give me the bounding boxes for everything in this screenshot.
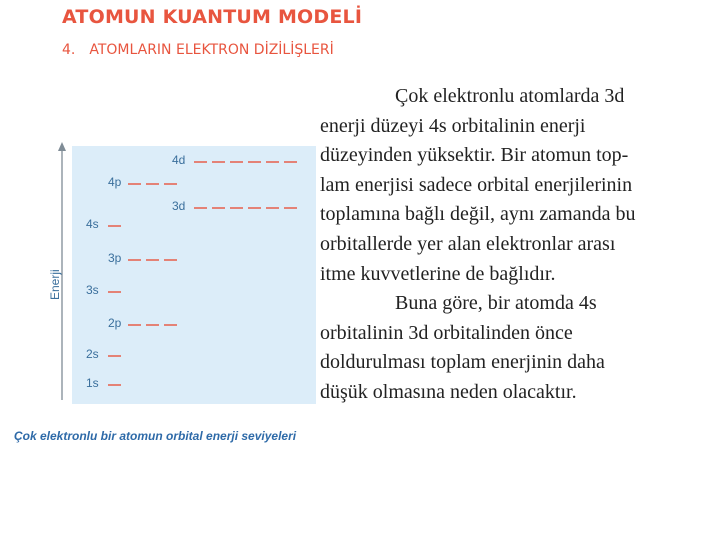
section-title: ATOMLARIN ELEKTRON DİZİLİŞLERİ (89, 42, 334, 58)
text-line: düzeyinden yüksektir. Bir atomun top- (320, 144, 629, 167)
explanation-text (320, 82, 712, 408)
paragraph-1 (320, 82, 712, 289)
text-line: enerji düzeyi 4s orbitalinin enerji (320, 114, 586, 137)
text-line: lam enerjisi sadece orbital enerjilerinin (320, 173, 633, 196)
text-line: toplamına bağlı değil, aynı zamanda bu (320, 203, 636, 226)
page-title: ATOMUN KUANTUM MODELİ (62, 6, 363, 28)
orbital-label-3p: 3p (108, 251, 122, 265)
orbital-levels (108, 162, 297, 385)
text-line: orbitallerde yer alan elektronlar arası (320, 232, 616, 255)
orbital-label-4s: 4s (86, 217, 99, 231)
paragraph-2 (320, 289, 712, 407)
text-line: Çok elektronlu atomlarda 3d (395, 85, 625, 107)
text-line: Buna göre, bir atomda 4s (395, 292, 597, 315)
orbital-label-3s: 3s (86, 283, 99, 297)
energy-axis-arrow-icon (58, 142, 66, 151)
orbital-label-4d: 4d (172, 153, 186, 167)
section-number: 4. (62, 42, 76, 58)
orbital-label-1s: 1s (86, 376, 99, 390)
text-line: doldurulması toplam enerjinin daha (320, 351, 605, 374)
orbital-label-3d: 3d (172, 199, 186, 213)
energy-axis (0, 0, 330, 420)
text-line: orbitalinin 3d orbitalinden önce (320, 321, 573, 344)
orbital-label-2s: 2s (86, 347, 99, 361)
text-line: düşük olmasına neden olacaktır. (320, 380, 577, 403)
text-line: itme kuvvetlerine de bağlıdır. (320, 262, 556, 285)
orbital-label-4p: 4p (108, 175, 122, 189)
energy-axis-label: Enerji (48, 269, 62, 300)
orbital-label-2p: 2p (108, 316, 122, 330)
diagram-caption: Çok elektronlu bir atomun orbital enerji seviyeleri (14, 429, 297, 443)
